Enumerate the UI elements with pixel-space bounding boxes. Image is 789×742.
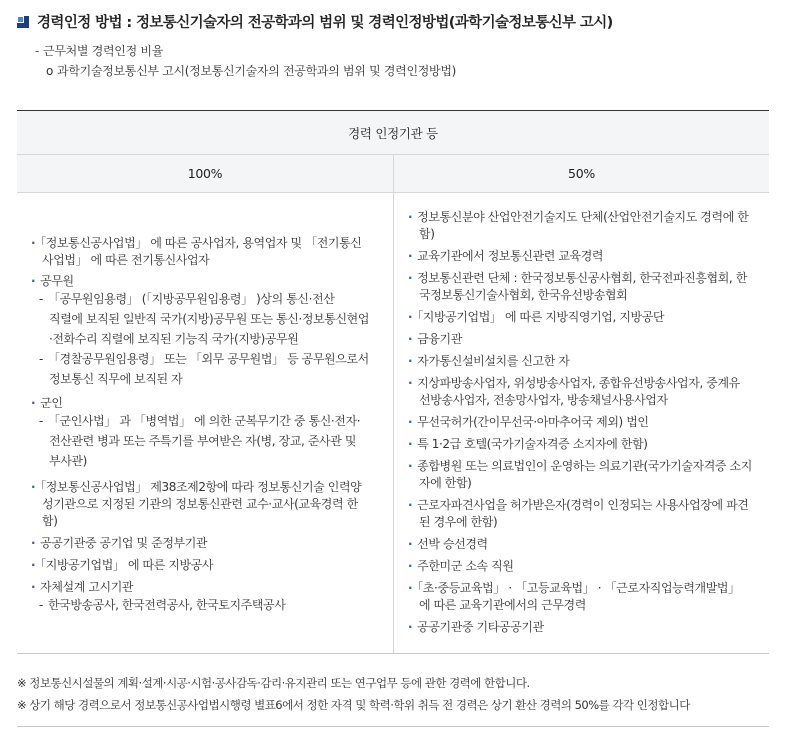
title-text: 경력인정 방법 : 정보통신기술자의 전공학과의 범위 및 경력인정방법(과학기술정보통신부 고시): [37, 14, 613, 31]
sub-item-cont: 직렬에 보직된 일반직 국가(지방)공무원 또는 통신·정보통신현업: [49, 312, 370, 326]
intro-text-1: 근무처별 경력인정 비율: [43, 44, 163, 58]
list-item: · 지상파방송사업자, 위성방송사업자, 종합유선방송사업자, 중계유: [408, 376, 740, 390]
list-item: · 공공기관중 공기업 및 준정부기관: [31, 536, 208, 550]
list-item-cont: 에 따른 교육기관에서의 근무경력: [419, 598, 586, 612]
sub-item: - 한국방송공사, 한국전력공사, 한국토지주택공사: [39, 598, 286, 612]
sub-item: - 「군인사법」 과 「병역법」 에 의한 군복무기간 중 통신·전자·: [39, 414, 361, 428]
sub-item-cont: 전산관련 병과 또는 주특기를 부여받은 자(병, 장교, 준사관 및: [49, 434, 357, 448]
list-item-cont: 국정보통신기술사협회, 한국유선방송협회: [419, 288, 628, 302]
intro-line-2: [46, 62, 456, 79]
list-item: · 자가통신설비설치를 신고한 자: [408, 354, 570, 368]
column-50-list: [394, 193, 769, 653]
intro-text-2: 과학기술정보통신부 고시(정보통신기술자의 전공학과의 범위 및 경력인정방법): [57, 64, 457, 78]
list-item-cont: 사업법」 에 따른 전기통신사업자: [42, 253, 210, 267]
section-title: [17, 10, 779, 32]
list-item: · 근로자파견사업을 허가받은자(경력이 인정되는 사용사업장에 파견: [408, 498, 749, 512]
list-item: · 교육기관에서 정보통신관련 교육경력: [408, 249, 604, 263]
column-100-list: [17, 193, 394, 653]
list-item: · 군인: [31, 396, 63, 410]
list-item: · 금융기관: [408, 332, 462, 346]
square-bullet-icon: [17, 16, 29, 28]
list-item: · 정보통신관련 단체 : 한국정보통신공사협회, 한국전파진흥협회, 한: [408, 271, 747, 285]
list-item: · 종합병원 또는 의료법인이 운영하는 의료기관(국가기술자격증 소지: [408, 459, 752, 473]
list-item: · 공무원: [31, 274, 74, 288]
list-item: · 정보통신분야 산업안전기술지도 단체(산업안전기술지도 경력에 한: [408, 210, 749, 224]
list-item: · 「초·중등교육법」 · 「고등교육법」 · 「근로자직업능력개발법」: [408, 581, 740, 595]
circle-bullet: o: [46, 64, 54, 78]
bottom-divider: [17, 726, 769, 727]
list-item-cont: 된 경우에 한함): [419, 515, 498, 529]
list-item: · 「지방공기업법」 에 따른 지방공사: [31, 558, 214, 572]
list-item: · 주한미군 소속 직원: [408, 559, 514, 573]
dash-bullet: -: [35, 44, 40, 58]
list-item: · 「지방공기업법」 에 따른 지방직영기업, 지방공단: [408, 310, 665, 324]
column-header-50: 50%: [568, 166, 595, 181]
column-header-100: 100%: [17, 155, 394, 192]
list-item-cont: 성기관으로 지정된 기관의 정보통신관련 교수·교사(교육경력 한: [42, 497, 358, 511]
list-item: · 무선국허가(간이무선국·아마추어국 제외) 법인: [408, 415, 649, 429]
note-1: ※ 정보통신시설물의 계획·설계·시공·시험·공사감독·감리·유지관리 또는 연구업무 등에 관한 경력에 한합니다.: [17, 676, 530, 690]
list-item: · 「정보통신공사업법」 에 따른 공사업자, 용역업자 및 「전기통신: [31, 236, 362, 250]
list-item-cont: 자에 한함): [419, 476, 472, 490]
list-item: · 자체설계 고시기관: [31, 580, 134, 594]
list-item-cont: 함): [419, 227, 435, 241]
sub-item: - 「경찰공무원임용령」 또는 「외무 공무원법」 등 공무원으로서: [39, 352, 369, 366]
table-subheader: [17, 155, 769, 193]
note-2: ※ 상기 해당 경력으로서 정보통신공사업법시행령 별표6에서 정한 자격 및 학력·학위 취득 전 경력은 상기 환산 경력의 50%를 각각 인정합니다: [17, 698, 690, 712]
list-item: · 「정보통신공사업법」 제38조제2항에 따라 정보통신기술 인력양: [31, 480, 362, 494]
list-item: · 공공기관중 기타공공기관: [408, 620, 544, 634]
sub-item: - 「공무원임용령」 (「지방공무원임용령」 )상의 통신·전산: [39, 292, 335, 306]
table-body: [17, 193, 769, 654]
list-item: · 특 1·2급 호텔(국가기술자격증 소지자에 한함): [408, 437, 648, 451]
sub-item-cont: 부사관): [49, 454, 87, 468]
list-item-cont: 함): [42, 514, 58, 528]
table-header: 경력 인정기관 등: [17, 111, 769, 155]
sub-item-cont: ·전화수리 직렬에 보직된 기능직 국가(지방)공무원: [49, 332, 299, 346]
sub-item-cont: 정보통신 직무에 보직된 자: [49, 372, 183, 386]
list-item: · 선박 승선경력: [408, 537, 488, 551]
intro-line-1: [35, 42, 163, 59]
career-recognition-table: [17, 110, 769, 654]
list-item-cont: 선방송사업자, 전송망사업자, 방송채널사용사업자: [419, 393, 668, 407]
